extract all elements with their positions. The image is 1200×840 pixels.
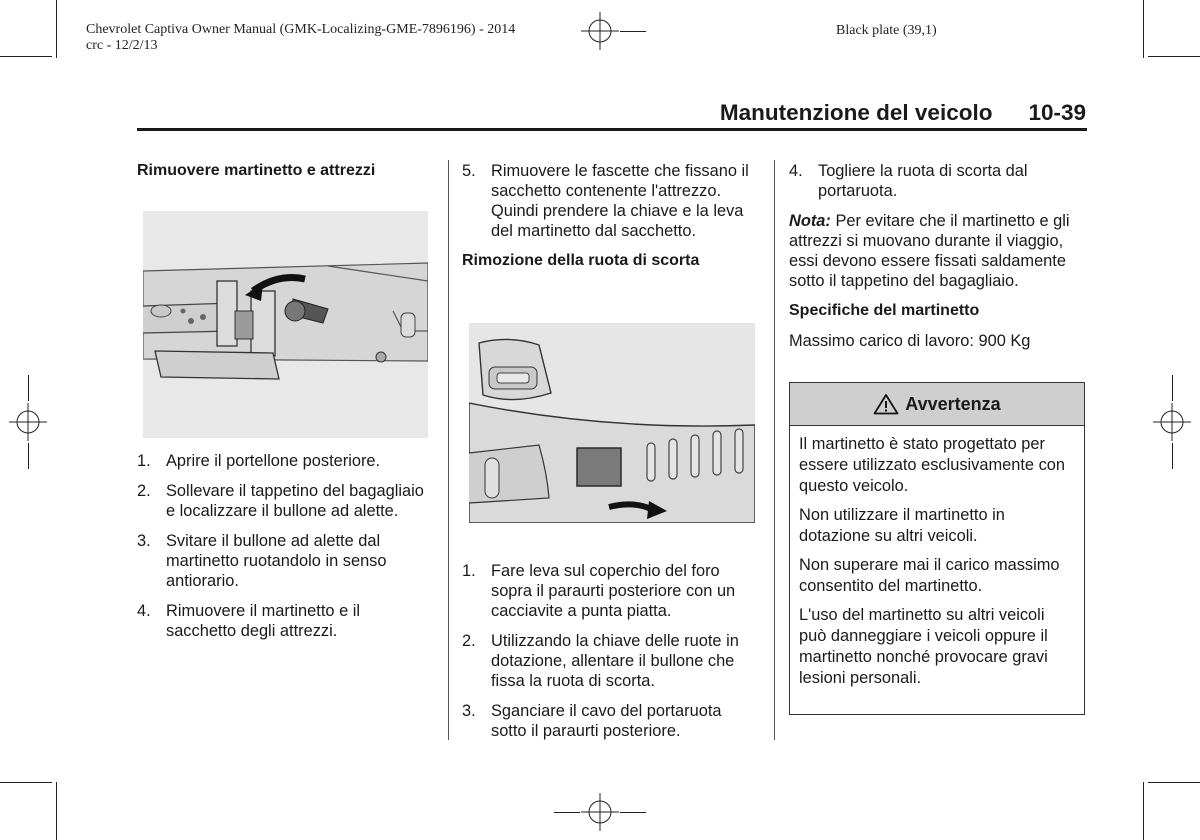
spare-tire-steps-cont: [789, 161, 1086, 201]
registration-mark-icon: [581, 12, 619, 50]
crop-mark: [1172, 375, 1173, 401]
document-date-line: crc - 12/2/13: [86, 38, 158, 53]
warning-body: [790, 426, 1084, 689]
warning-paragraph: Non superare mai il carico massimo consentito del martinetto.: [799, 556, 1060, 595]
spare-tire-steps: [462, 561, 757, 741]
list-item: [137, 531, 432, 591]
step-text: Rimuovere le fascette che fissano il sacchetto contenente l'attrezzo. Quindi prendere la chiave e la leva del martinetto dal sacchetto.: [491, 162, 749, 240]
spec-heading: Specifiche del martinetto: [789, 302, 980, 319]
list-item: [462, 631, 757, 691]
list-item: [462, 161, 757, 241]
section-title-text: Manutenzione del veicolo: [719, 100, 993, 125]
column-2-steps: [462, 561, 757, 751]
warning-paragraph: L'uso del martinetto su altri veicoli può danneggiare i veicoli oppure il martinetto nonché provocare gravi lesioni personali.: [799, 606, 1048, 687]
crop-mark: [28, 443, 29, 469]
column-2-top: [462, 161, 757, 271]
warning-triangle-icon: [873, 393, 899, 415]
step-number: 3.: [462, 702, 476, 720]
list-item: [462, 561, 757, 621]
step-text: Svitare il bullone ad alette dal martinetto ruotandolo in senso antiorario.: [166, 532, 387, 590]
column-3-top: [789, 161, 1086, 361]
crop-mark: [0, 56, 52, 57]
spec-text: Massimo carico di lavoro: 900 Kg: [789, 332, 1031, 350]
step-number: 1.: [137, 452, 151, 470]
registration-mark-icon: [9, 403, 47, 441]
warning-paragraph: Non utilizzare il martinetto in dotazione su altri veicoli.: [799, 506, 1005, 545]
list-item: [137, 451, 432, 471]
list-item: [137, 481, 432, 521]
note-label: Nota:: [789, 212, 831, 230]
note-paragraph: [789, 211, 1086, 291]
spare-tire-illustration: [469, 323, 755, 523]
crop-mark: [1172, 443, 1173, 469]
step-text: Sganciare il cavo del portaruota sotto il paraurti posteriore.: [491, 702, 722, 740]
jack-removal-illustration: [143, 211, 428, 438]
crop-mark: [28, 375, 29, 401]
crop-mark: [1143, 782, 1144, 840]
crop-mark: [0, 782, 52, 783]
jack-removal-steps: [137, 451, 432, 641]
plate-label: Black plate (39,1): [836, 23, 937, 38]
crop-mark: [1143, 0, 1144, 58]
bumper-figure: [469, 323, 755, 523]
step-number: 1.: [462, 562, 476, 580]
column-1-steps: [137, 451, 432, 651]
list-item: [137, 601, 432, 641]
crop-mark: [620, 31, 646, 32]
step-text: Togliere la ruota di scorta dal portaruota.: [818, 162, 1028, 200]
document-title-line: Chevrolet Captiva Owner Manual (GMK-Localizing-GME-7896196) - 2014: [86, 22, 516, 37]
step-number: 4.: [789, 162, 803, 180]
step-text: Sollevare il tappetino del bagagliaio e localizzare il bullone ad alette.: [166, 482, 424, 520]
column-1-heading-wrap: [137, 161, 432, 181]
crop-mark: [620, 812, 646, 813]
section-title: [600, 100, 1086, 126]
column-1-heading: Rimuovere martinetto e attrezzi: [137, 162, 376, 179]
step-text: Fare leva sul coperchio del foro sopra il paraurti posteriore con un cacciavite a punta piatta.: [491, 562, 736, 620]
note-text: Per evitare che il martinetto e gli attrezzi si muovano durante il viaggio, essi devono essere fissati saldamente sotto il tappetino del bagagliaio.: [789, 212, 1070, 290]
crop-mark: [56, 0, 57, 58]
jack-removal-steps-cont: [462, 161, 757, 241]
step-number: 3.: [137, 532, 151, 550]
column-divider: [448, 160, 449, 740]
step-number: 5.: [462, 162, 476, 180]
column-2-heading: Rimozione della ruota di scorta: [462, 252, 700, 269]
step-text: Utilizzando la chiave delle ruote in dotazione, allentare il bullone che fissa la ruota di scorta.: [491, 632, 739, 690]
jack-wingnut-figure: [143, 211, 428, 438]
registration-mark-icon: [1153, 403, 1191, 441]
warning-paragraph: Il martinetto è stato progettato per essere utilizzato esclusivamente con questo veicolo.: [799, 435, 1066, 495]
step-text: Rimuovere il martinetto e il sacchetto degli attrezzi.: [166, 602, 361, 640]
step-number: 2.: [462, 632, 476, 650]
registration-mark-icon: [581, 793, 619, 831]
crop-mark: [1148, 56, 1200, 57]
list-item: [789, 161, 1086, 201]
crop-mark: [56, 782, 57, 840]
warning-box: [789, 382, 1085, 715]
page-number: 10-39: [1028, 100, 1086, 125]
step-number: 2.: [137, 482, 151, 500]
column-divider: [774, 160, 775, 740]
title-rule: [137, 128, 1087, 131]
warning-header: [790, 383, 1084, 426]
document-header: [86, 22, 515, 54]
crop-mark: [554, 812, 580, 813]
step-number: 4.: [137, 602, 151, 620]
crop-mark: [1148, 782, 1200, 783]
list-item: [462, 701, 757, 741]
step-text: Aprire il portellone posteriore.: [166, 452, 381, 470]
warning-title: Avvertenza: [905, 393, 1001, 414]
